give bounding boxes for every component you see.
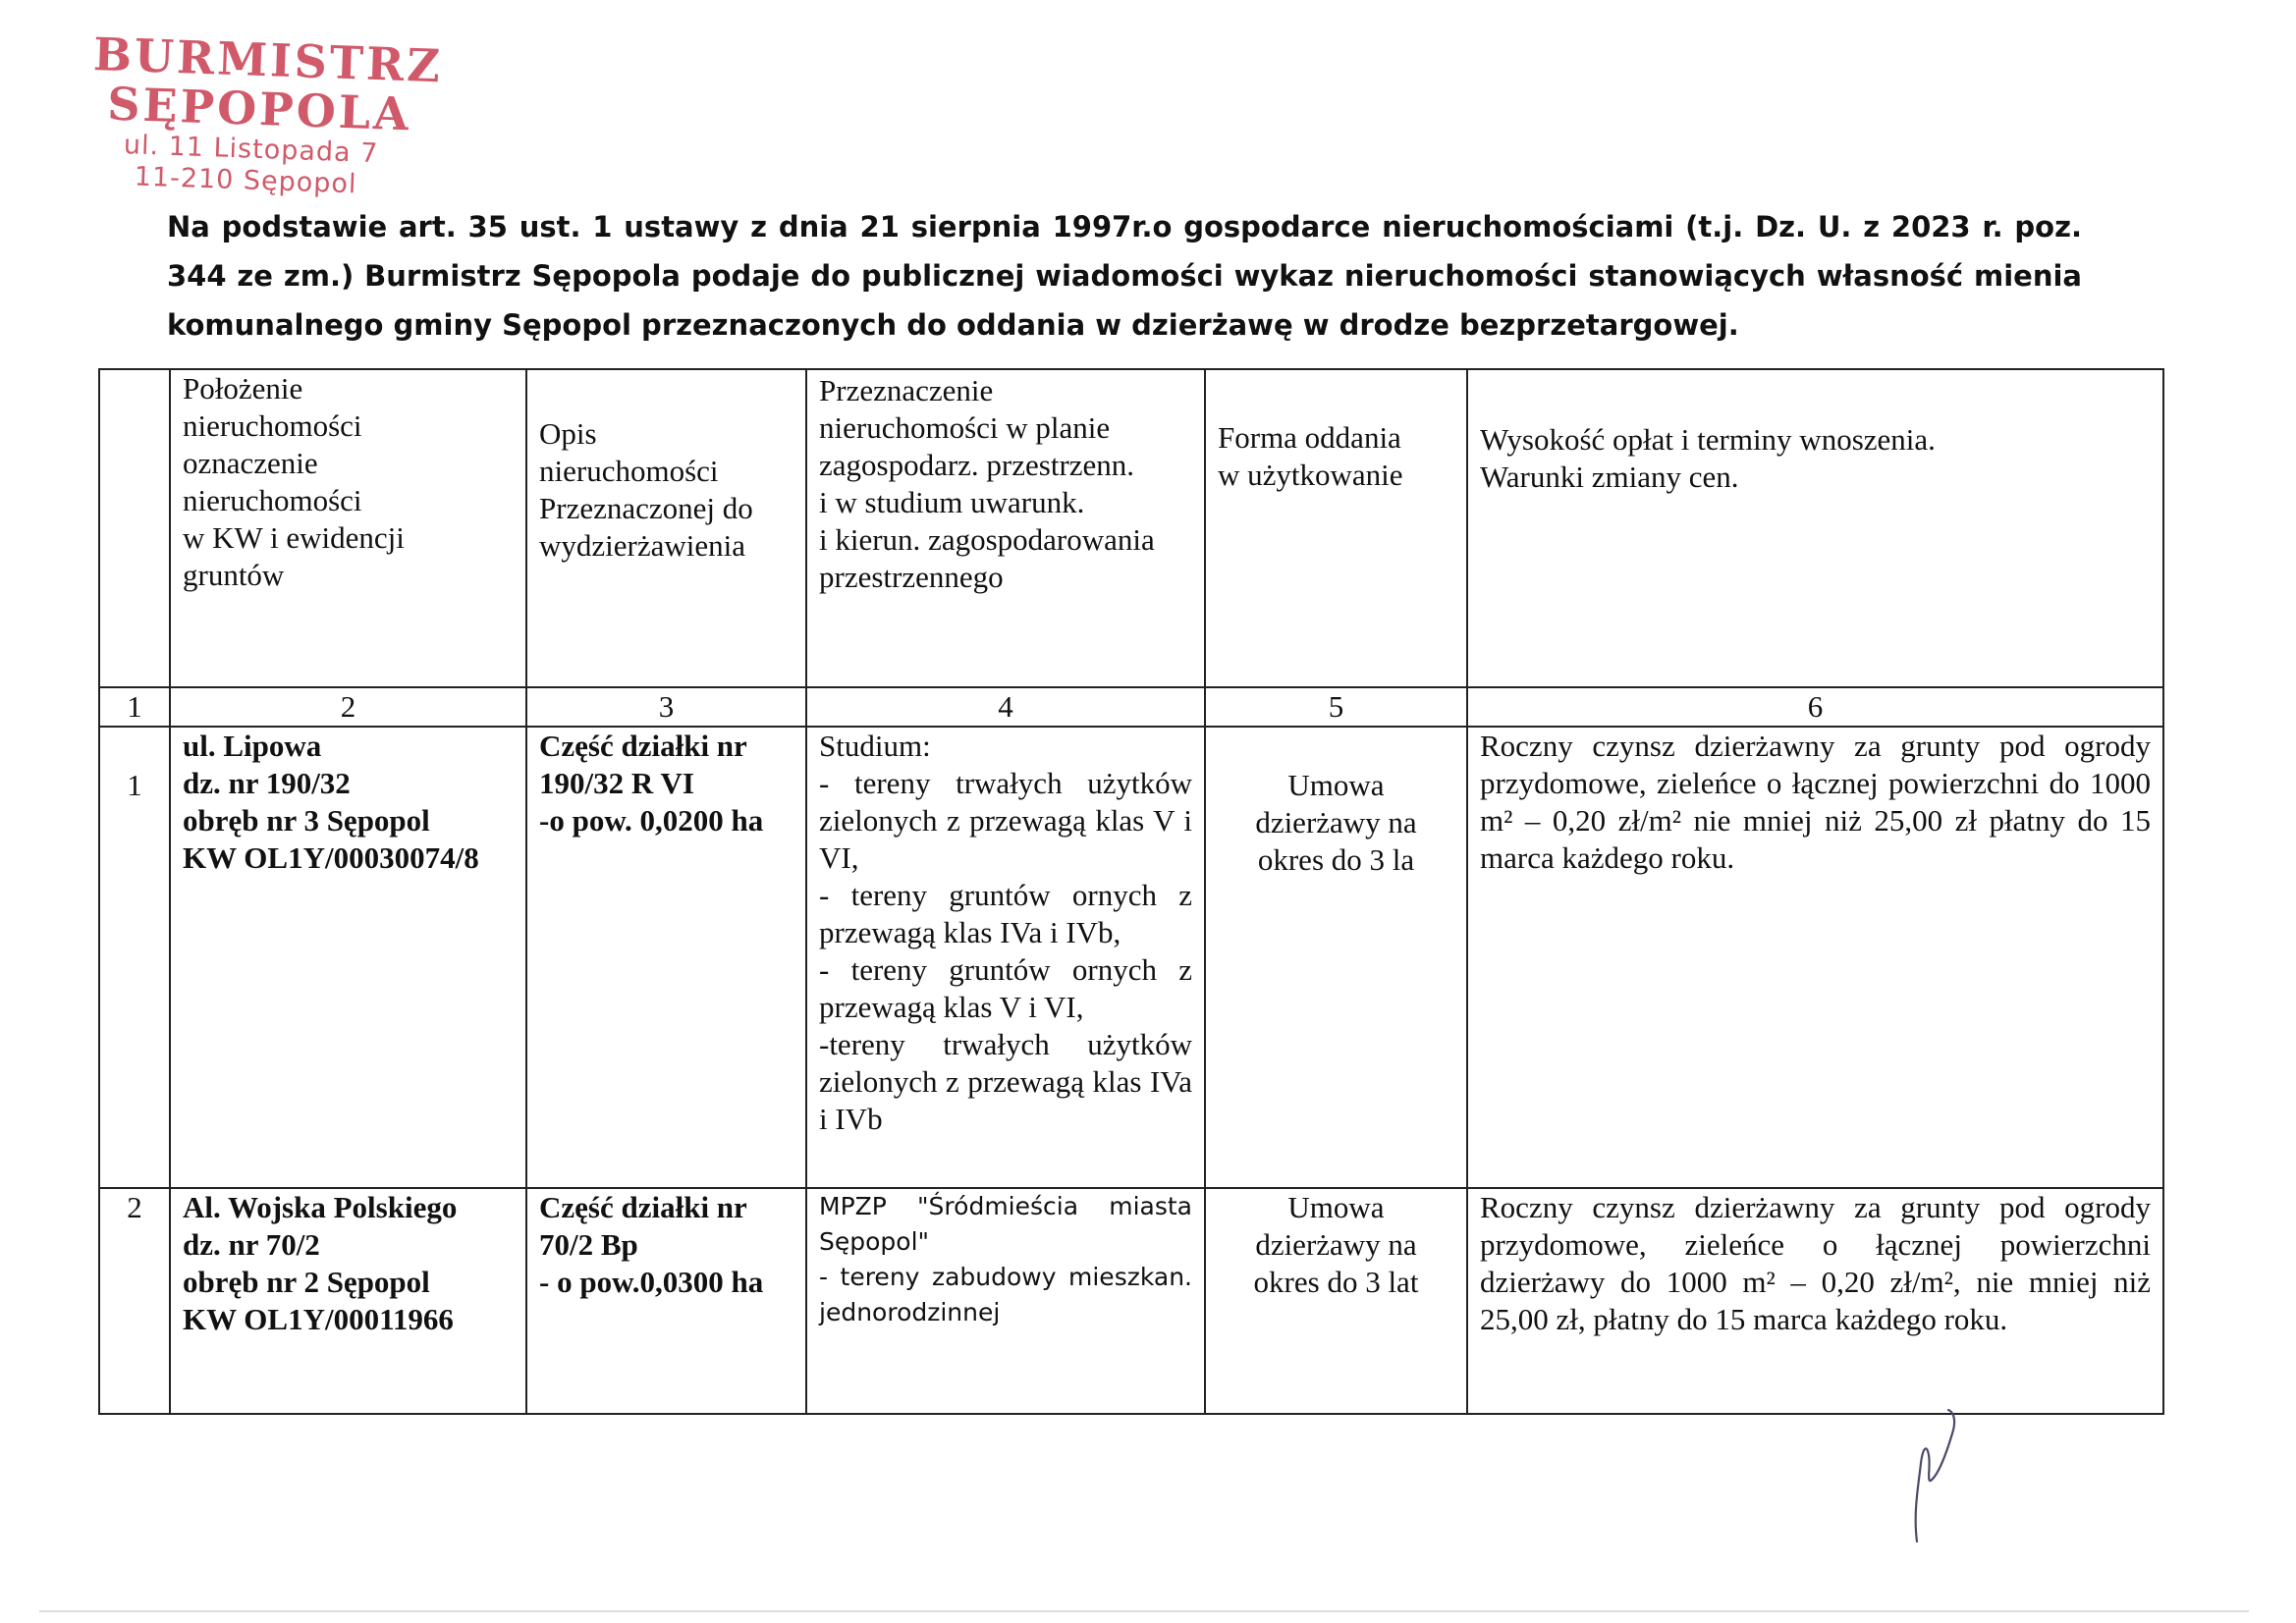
header-purpose-line: Przeznaczenie bbox=[819, 373, 994, 407]
column-number: 2 bbox=[170, 687, 526, 727]
header-form bbox=[1205, 369, 1467, 687]
header-description-line: Przeznaczonej do bbox=[539, 491, 753, 525]
header-description-line: wydzierżawienia bbox=[539, 528, 745, 563]
column-number: 4 bbox=[806, 687, 1205, 727]
header-location-line: nieruchomości bbox=[183, 483, 362, 517]
description-line: Część działki nr bbox=[539, 1190, 747, 1224]
column-number: 5 bbox=[1205, 687, 1467, 727]
column-number: 3 bbox=[526, 687, 806, 727]
row-form bbox=[1205, 727, 1467, 1188]
row-fees: Roczny czynsz dzierżawny za grunty pod ogrody przydomowe, zieleńce o łącznej powierzchni do 1000 m² – 0,20 zł/m² nie mniej niż 25,00 zł płatny do 15 marca każdego roku. bbox=[1467, 727, 2163, 1188]
column-number-row bbox=[99, 687, 2163, 727]
form-line: Umowa bbox=[1287, 768, 1385, 802]
header-description-line: Opis bbox=[539, 416, 597, 451]
header-fees-line: Warunki zmiany cen. bbox=[1480, 460, 1739, 494]
row-location bbox=[170, 727, 526, 1188]
location-line: KW OL1Y/00011966 bbox=[183, 1302, 454, 1336]
table-header-row bbox=[99, 369, 2163, 687]
header-description-line: nieruchomości bbox=[539, 454, 719, 488]
table-row bbox=[99, 1188, 2163, 1414]
description-line: - o pow.0,0300 ha bbox=[539, 1265, 764, 1299]
stamp-line-town: SĘPOPOLA bbox=[106, 77, 412, 141]
header-purpose-line: nieruchomości w planie bbox=[819, 410, 1111, 445]
location-line: obręb nr 2 Sępopol bbox=[183, 1265, 430, 1299]
table-row bbox=[99, 727, 2163, 1188]
purpose-line: MPZP "Śródmieścia miasta Sępopol" bbox=[819, 1192, 1192, 1256]
stamp-line-postcode: 11-210 Sępopol bbox=[134, 161, 357, 200]
purpose-line: - tereny gruntów ornych z przewagą klas V i VI, bbox=[819, 952, 1192, 1024]
header-purpose-line: przestrzennego bbox=[819, 560, 1004, 594]
purpose-line: - tereny trwałych użytków zielonych z przewagą klas V i VI, bbox=[819, 766, 1192, 875]
header-form-line: Forma oddania bbox=[1218, 420, 1401, 455]
row-description bbox=[526, 1188, 806, 1414]
header-purpose-line: i w studium uwarunk. bbox=[819, 485, 1085, 519]
header-location-line: Położenie bbox=[183, 371, 303, 406]
purpose-line: - tereny zabudowy mieszkan. jednorodzinnej bbox=[819, 1263, 1192, 1326]
location-line: obręb nr 3 Sępopol bbox=[183, 803, 430, 838]
row-location bbox=[170, 1188, 526, 1414]
handwritten-signature bbox=[1905, 1404, 1964, 1551]
header-location-line: gruntów bbox=[183, 558, 285, 592]
header-location-line: nieruchomości bbox=[183, 408, 362, 443]
form-line: okres do 3 lat bbox=[1253, 1265, 1419, 1299]
row-purpose bbox=[806, 1188, 1205, 1414]
form-line: okres do 3 la bbox=[1257, 842, 1415, 877]
header-location-line: w KW i ewidencji bbox=[183, 520, 405, 555]
property-table bbox=[98, 368, 2164, 1415]
location-line: KW OL1Y/00030074/8 bbox=[183, 840, 479, 875]
description-line: 70/2 Bp bbox=[539, 1227, 638, 1262]
location-line: ul. Lipowa bbox=[183, 729, 322, 763]
header-form-line: w użytkowanie bbox=[1218, 458, 1403, 492]
form-line: dzierżawy na bbox=[1255, 805, 1417, 839]
column-number: 6 bbox=[1467, 687, 2163, 727]
location-line: Al. Wojska Polskiego bbox=[183, 1190, 458, 1224]
row-lp: 2 bbox=[99, 1188, 170, 1414]
row-lp: 1 bbox=[99, 727, 170, 1188]
row-form bbox=[1205, 1188, 1467, 1414]
purpose-line: -tereny trwałych użytków zielonych z przewagą klas IVa i IVb bbox=[819, 1027, 1192, 1136]
row-purpose bbox=[806, 727, 1205, 1188]
row-fees: Roczny czynsz dzierżawny za grunty pod ogrody przydomowe, zieleńce o łącznej powierzchni dzierżawy do 1000 m² – 0,20 zł/m², nie mniej niż 25,00 zł, płatny do 15 marca każdego roku. bbox=[1467, 1188, 2163, 1414]
official-stamp bbox=[88, 29, 443, 202]
header-location bbox=[170, 369, 526, 687]
description-line: Część działki nr bbox=[539, 729, 747, 763]
header-fees bbox=[1467, 369, 2163, 687]
header-purpose-line: zagospodarz. przestrzenn. bbox=[819, 448, 1135, 482]
header-location-line: oznaczenie bbox=[183, 446, 318, 480]
location-line: dz. nr 70/2 bbox=[183, 1227, 320, 1262]
header-purpose bbox=[806, 369, 1205, 687]
location-line: dz. nr 190/32 bbox=[183, 766, 351, 800]
stamp-line-title: BURMISTRZ bbox=[92, 27, 444, 93]
header-fees-line: Wysokość opłat i terminy wnoszenia. bbox=[1480, 422, 1936, 457]
header-purpose-line: i kierun. zagospodarowania bbox=[819, 522, 1155, 557]
row-description bbox=[526, 727, 806, 1188]
intro-paragraph: Na podstawie art. 35 ust. 1 ustawy z dnia 21 sierpnia 1997r.o gospodarce nieruchomościami (t.j. Dz. U. z 2023 r. poz. 344 ze zm.) Burmistrz Sępopola podaje do publicznej wiadomości wykaz nieruchomości stanowiących własność mienia komunalnego gminy Sępopol przeznaczonych do oddania w dzierżawę w drodze bezprzetargowej. bbox=[167, 210, 2082, 342]
form-line: Umowa bbox=[1287, 1190, 1385, 1224]
purpose-line: - tereny gruntów ornych z przewagą klas IVa i IVb, bbox=[819, 878, 1192, 949]
purpose-line: Studium: bbox=[819, 729, 931, 763]
header-description bbox=[526, 369, 806, 687]
form-line: dzierżawy na bbox=[1255, 1227, 1417, 1262]
column-number: 1 bbox=[99, 687, 170, 727]
description-line: -o pow. 0,0200 ha bbox=[539, 803, 764, 838]
stamp-line-street: ul. 11 Listopada 7 bbox=[123, 130, 379, 170]
description-line: 190/32 R VI bbox=[539, 766, 694, 800]
header-lp bbox=[99, 369, 170, 687]
page-edge-line bbox=[39, 1610, 2249, 1612]
